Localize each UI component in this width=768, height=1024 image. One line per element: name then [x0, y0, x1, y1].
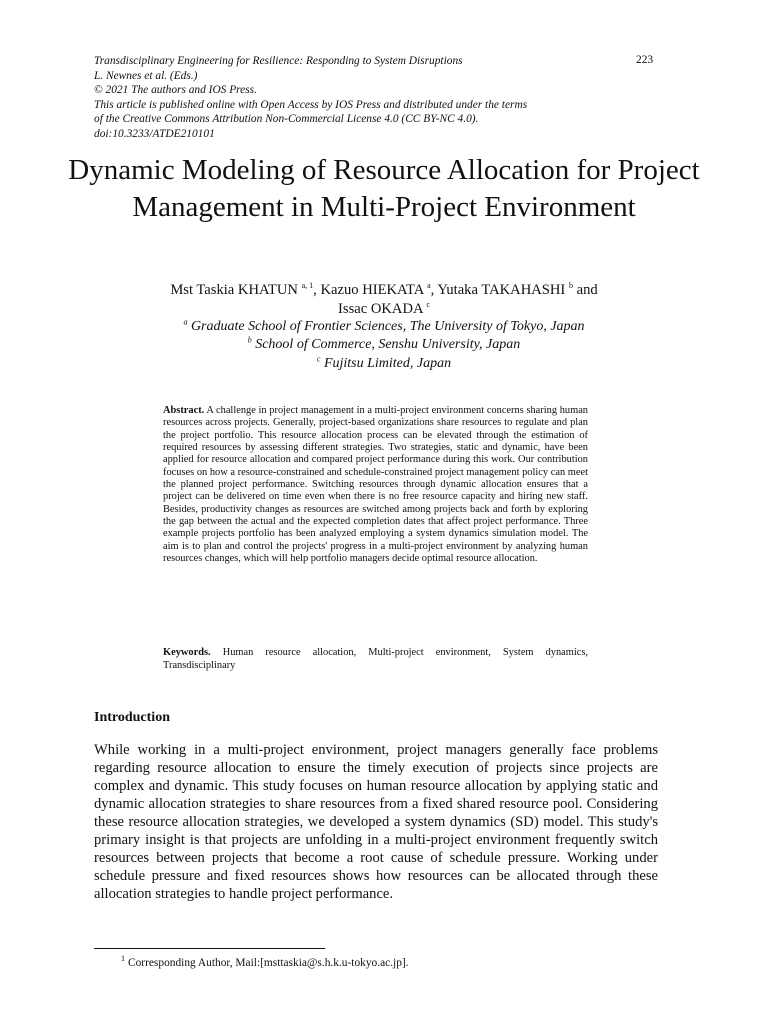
author-superscript: b	[568, 281, 573, 291]
affiliation-text: Graduate School of Frontier Sciences, The University of Tokyo, Japan	[190, 319, 585, 334]
publication-header	[94, 54, 659, 142]
footnote-marker: 1	[121, 954, 125, 964]
author-name: , Kazuo HIEKATA	[313, 282, 424, 298]
author-superscript: a	[427, 281, 431, 291]
keywords-label: Keywords.	[163, 647, 211, 658]
footnote	[121, 954, 409, 969]
author-list	[120, 281, 648, 319]
introduction-paragraph: While working in a multi-project environment, project managers generally face problems regarding resource allocation to ensure the timely execution of projects since projects are complex and dynamic. This study focuses on human resource allocation by applying static and dynamic allocation strategies to share resources from a fixed shared resource pool. Considering these resource allocation strategies, we developed a system dynamics (SD) model. This study's primary insight is that projects are unfolding in a multi-project environment frequently switch resources between projects that become a root cause of schedule pressure. Working under schedule pressure and fixed resources shows how resources can be allocated through these allocation strategies to handle project performance.	[94, 742, 658, 902]
author-superscript: c	[426, 300, 430, 310]
author-name: Issac OKADA	[338, 301, 423, 317]
section-heading-introduction: Introduction	[94, 710, 170, 725]
abstract-label: Abstract.	[163, 405, 205, 416]
affiliation-list	[120, 318, 648, 373]
keywords	[163, 646, 588, 672]
header-line-book-title: Transdisciplinary Engineering for Resilience: Responding to System Disruptions	[94, 55, 463, 67]
affiliation-marker: c	[316, 354, 321, 364]
affiliation-marker: b	[247, 335, 252, 345]
affiliation-marker: a	[183, 317, 188, 327]
paper-title: Dynamic Modeling of Resource Allocation for Project Management in Multi-Project Environment	[68, 154, 700, 223]
author-name: , Yutaka TAKAHASHI	[430, 282, 566, 298]
keywords-text: Human resource allocation, Multi-project environment, System dynamics, Transdisciplinary	[163, 647, 588, 671]
affiliation-item	[120, 336, 648, 354]
author-conjunction: and	[572, 282, 598, 298]
header-line-license-2: of the Creative Commons Attribution Non-Commercial License 4.0 (CC BY-NC 4.0).	[94, 113, 479, 126]
affiliation-text: School of Commerce, Senshu University, Japan	[255, 337, 521, 353]
header-line-copyright: © 2021 The authors and IOS Press.	[94, 84, 257, 97]
header-line-editors: L. Newnes et al. (Eds.)	[94, 69, 198, 82]
affiliation-text: Fujitsu Limited, Japan	[323, 355, 452, 371]
footnote-text: Corresponding Author, Mail:[msttaskia@s.h.k.u-tokyo.ac.jp].	[128, 957, 409, 969]
abstract-text: A challenge in project management in a multi-project environment concerns sharing human resources across projects. Generally, project-based organizations share resources to regulate and plan the project portfolio. This resource allocation process can be elevated through the estimation of required resources by assessing different strategies. Two strategies, static and dynamic, have been applied for resource allocation and compared project performance during this work. Our contribution focuses on how a resource-constrained and schedule-constrained project management policy can meet the planned project performance. Switching resources through dynamic allocation ensures that a project can be delivered on time even when there is no free resource capacity and hiring new staff. Besides, productivity changes as resources are switched among projects back and forth by exploring the gap between the actual and the expected completion dates that affect project performance. Three example projects portfolio has been analyzed employing a system dynamics simulation model. The aim is to plan and control the projects' progress in a multi-project environment by analyzing human resources changes, which will help portfolio managers decide optimal resource allocation.	[163, 405, 588, 565]
affiliation-item	[120, 355, 648, 373]
author-name: Mst Taskia KHATUN	[170, 282, 298, 298]
affiliation-item	[120, 318, 648, 336]
page-number: 223	[636, 54, 654, 66]
author-superscript: a, 1	[301, 281, 314, 291]
footnote-divider	[94, 948, 325, 949]
abstract	[163, 405, 588, 565]
header-line-doi: doi:10.3233/ATDE210101	[94, 127, 215, 140]
header-line-license-1: This article is published online with Open Access by IOS Press and distributed under the terms	[94, 98, 528, 111]
